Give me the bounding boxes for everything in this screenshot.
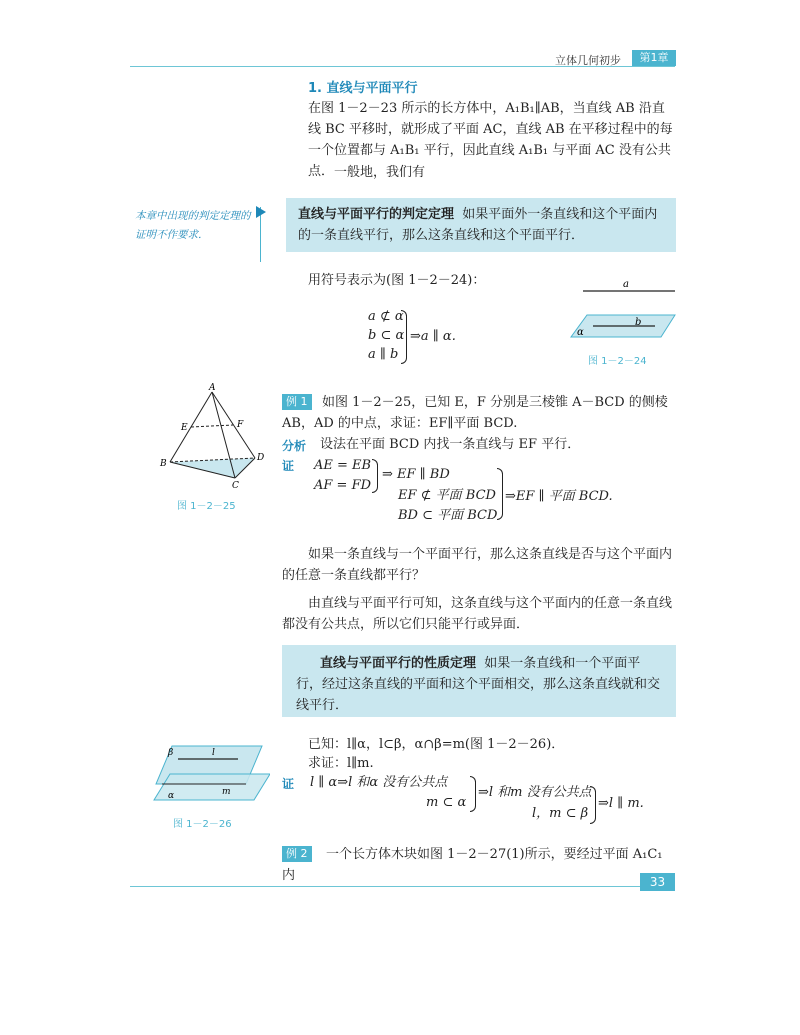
symbolic-brace — [401, 310, 407, 364]
proof-1-label: 证 — [282, 459, 295, 473]
intro-text-1: 在图 1－2－23 所示的长方体中，A₁B₁∥AB，当直线 AB 沿直线 BC 平移时，就形成了平面 AC，直线 AB 在平移过程中的每一个位置都与 A₁B₁ 平行，因此直线 A₁B₁ 与平面 AC 没有公共点． — [308, 101, 673, 179]
proof-1-mid-2: BD ⊂ 平面 BCD — [398, 508, 498, 523]
example-1-tag: 例 1 — [282, 394, 312, 410]
theorem-1-body: 如果平面外一条直线和这个平面内的一条直线平行，那么这条直线和这个平面平行． — [298, 207, 658, 243]
proof-1-brace-1 — [372, 459, 378, 493]
proof-2-result-1: ⇒l 和m 没有公共点 — [478, 785, 592, 800]
fig26-caption: 图 1－2－26 — [173, 819, 232, 830]
figure-1-2-25 — [155, 380, 270, 490]
symbolic-result: ⇒a ∥ α. — [410, 329, 456, 344]
fig25-label-b: B — [160, 459, 167, 469]
footer-rule — [130, 886, 640, 887]
proof-1-brace-2 — [497, 468, 503, 520]
analysis-label: 分析 — [282, 439, 307, 453]
figure-1-2-24 — [565, 275, 680, 345]
proof-1-mid-1: EF ⊄ 平面 BCD — [398, 488, 496, 503]
symbolic-line-2: b ⊂ α — [368, 328, 405, 343]
analysis-text: 设法在平面 BCD 内找一条直线与 EF 平行． — [320, 437, 581, 452]
theorem-2-box — [282, 645, 676, 717]
example-2-tag: 例 2 — [282, 846, 312, 862]
fig26-label-beta: β — [168, 748, 174, 758]
page-number: 33 — [640, 873, 675, 891]
header-section-title: 立体几何初步 — [555, 54, 621, 67]
example-2-text: 一个长方体木块如图 1－2－27(1)所示，要经过平面 A₁C₁ 内 — [282, 847, 663, 883]
question-paragraph-1: 如果一条直线与一个平面平行，那么这条直线是否与这个平面内的任意一条直线都平行？ — [282, 547, 673, 583]
fig26-label-l: l — [212, 748, 215, 758]
intro-paragraph-2 — [334, 162, 674, 183]
fig24-label-alpha: α — [577, 327, 584, 338]
figure-1-2-26 — [150, 740, 270, 810]
symbolic-line-3: a ∥ b — [368, 347, 399, 362]
theorem-1-box — [286, 198, 676, 252]
symbolic-line-1: a ⊄ α — [368, 309, 404, 324]
theorem-2-body: 如果一条直线和一个平面平行，经过这条直线的平面和这个平面相交，那么这条直线就和交线平行． — [296, 656, 661, 713]
given-known: 已知：l∥α，l⊂β，α∩β=m(图 1－2－26)． — [308, 737, 565, 752]
fig25-label-e: E — [181, 423, 188, 433]
proof-1-line-2: AF = FD — [314, 478, 372, 493]
fig25-label-a: A — [209, 383, 216, 393]
fig26-label-alpha: α — [168, 791, 175, 801]
given-prove: 求证：l∥m. — [308, 756, 374, 771]
fig25-segment-ef — [191, 425, 233, 427]
fig25-label-f: F — [237, 420, 244, 430]
section-title: 1. 直线与平面平行 — [308, 81, 418, 96]
proof-1-result-1: ⇒ EF ∥ BD — [382, 467, 450, 482]
proof-2-line-2: m ⊂ α — [426, 795, 467, 810]
fig26-label-m: m — [222, 787, 231, 797]
margin-note: 本章中出现的判定定理的证明不作要求． — [135, 210, 251, 241]
proof-2-brace-1 — [470, 776, 476, 812]
example-1-text: 如图 1－2－25，已知 E，F 分别是三棱锥 A－BCD 的侧棱 AB，AD 的中点，求证：EF∥平面 BCD. — [282, 395, 668, 431]
symbolic-intro: 用符号表示为(图 1－2－24)： — [308, 273, 486, 288]
fig25-caption: 图 1－2－25 — [177, 501, 236, 512]
fig24-label-b: b — [635, 317, 642, 328]
proof-2-label: 证 — [282, 777, 295, 791]
proof-2-line-1: l ∥ α⇒l 和α 没有公共点 — [310, 775, 448, 790]
fig24-label-a: a — [623, 279, 629, 290]
fig25-edge-ad — [212, 392, 255, 458]
fig25-label-c: C — [232, 481, 239, 490]
proof-1-line-1: AE = EB — [314, 458, 372, 473]
theorem-2-title: 直线与平面平行的性质定理 — [320, 656, 477, 671]
proof-1-result-2: ⇒EF ∥ 平面 BCD. — [505, 489, 613, 504]
proof-2-line-3: l，m ⊂ β — [532, 806, 589, 821]
question-paragraph-2: 由直线与平面平行可知，这条直线与这个平面内的任意一条直线都没有公共点，所以它们只能平行或异面． — [282, 596, 673, 632]
intro-text-2: 一般地，我们有 — [334, 165, 426, 180]
header-chapter-badge: 第1章 — [632, 50, 676, 66]
proof-2-result-2: ⇒l ∥ m. — [598, 796, 644, 811]
fig25-label-d: D — [257, 453, 265, 463]
proof-2-brace-2 — [590, 786, 596, 824]
fig24-caption: 图 1－2－24 — [588, 356, 647, 367]
margin-note-flag-icon — [256, 206, 266, 218]
theorem-1-title: 直线与平面平行的判定定理 — [298, 207, 455, 222]
